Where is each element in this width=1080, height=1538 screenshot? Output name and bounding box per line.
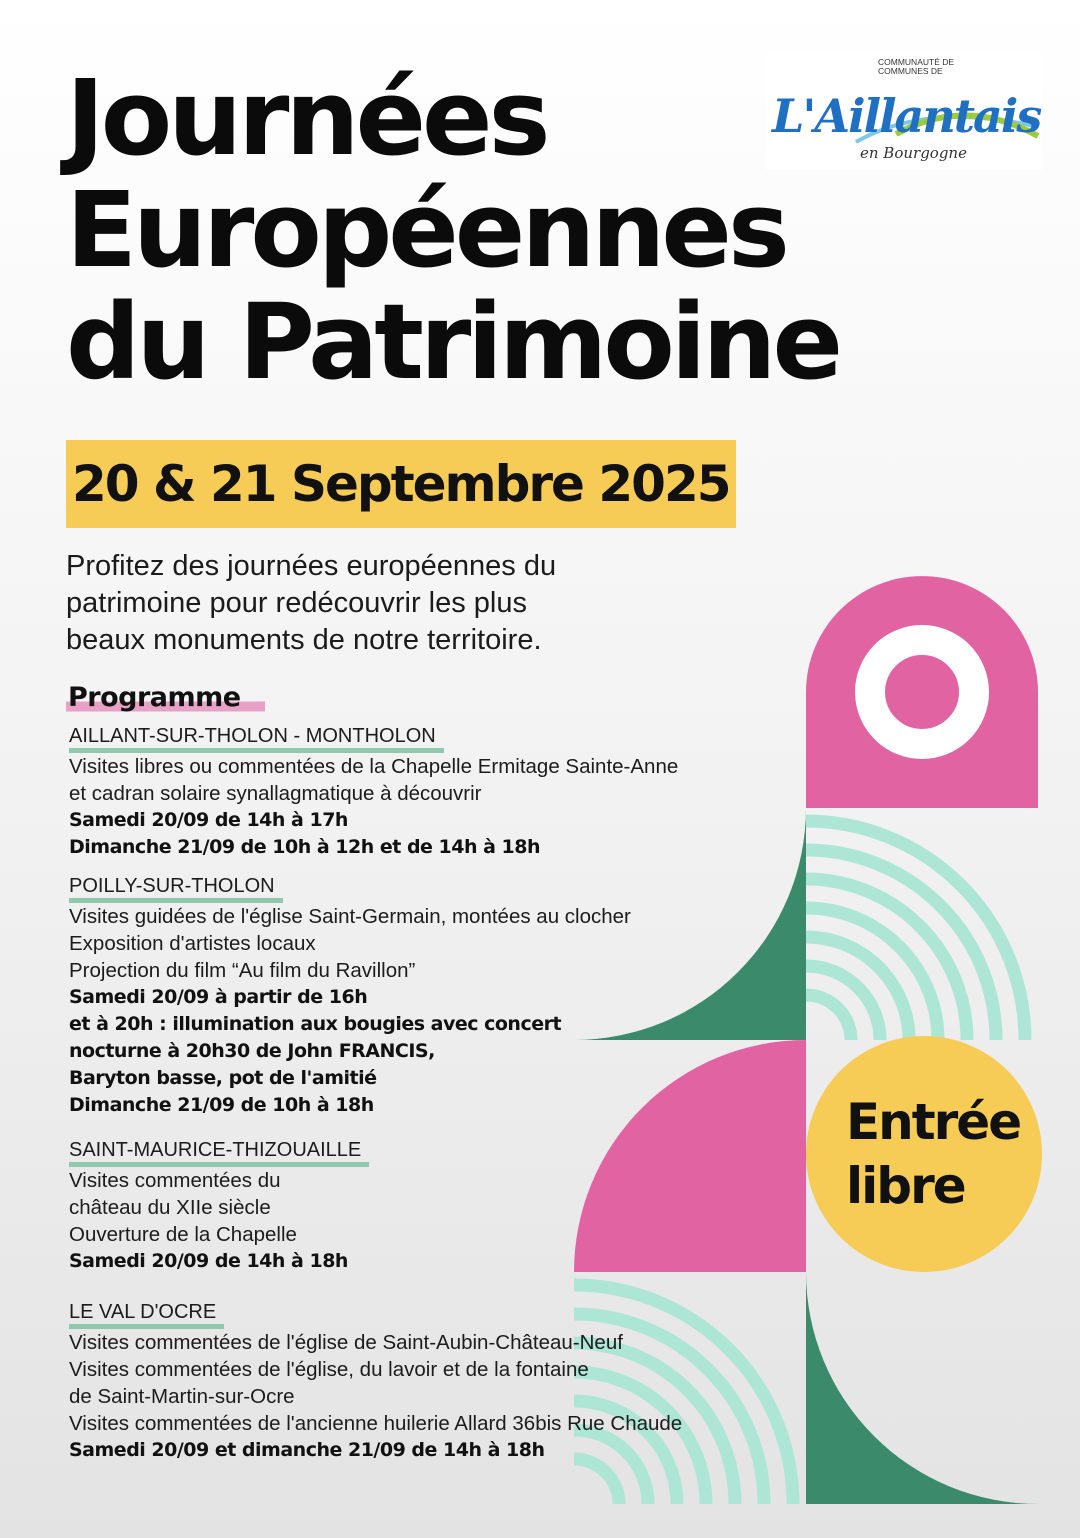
section-schedule: Dimanche 21/09 de 10h à 18h <box>69 1094 374 1116</box>
programme-section-val-docre <box>69 1300 769 1464</box>
section-schedule: et à 20h : illumination aux bougies avec concert <box>69 1013 562 1035</box>
section-line: Visites libres ou commentées de la Chapelle Ermitage Sainte-Anne <box>69 755 679 778</box>
page-title <box>66 57 839 403</box>
section-schedule: Baryton basse, pot de l'amitié <box>69 1067 377 1089</box>
section-schedule: Samedi 20/09 à partir de 16h <box>69 986 368 1008</box>
section-location: LE VAL D'OCRE <box>69 1300 224 1329</box>
title-line-2: Européennes <box>66 169 786 291</box>
section-line: et cadran solaire synallagmatique à découvrir <box>69 782 482 805</box>
section-schedule: Samedi 20/09 de 14h à 17h <box>69 809 348 831</box>
intro-line-3: beaux monuments de notre territoire. <box>66 624 542 656</box>
section-line: Visites commentées de l'église de Saint-Aubin-Château-Neuf <box>69 1331 623 1354</box>
programme-section-saint-maurice <box>69 1138 769 1275</box>
section-location: SAINT-MAURICE-THIZOUAILLE <box>69 1138 369 1167</box>
section-location: POILLY-SUR-THOLON <box>69 874 283 903</box>
badge-line-2: libre <box>846 1157 965 1215</box>
green-wedge-lower <box>806 1272 1038 1504</box>
logo-top-line1: COMMUNAUTÉ DE <box>878 57 955 67</box>
section-line: Projection du film “Au film du Ravillon” <box>69 959 416 982</box>
title-line-1: Journées <box>66 57 547 179</box>
intro-line-2: patrimoine pour redécouvrir les plus <box>66 587 527 619</box>
section-line: Visites commentées de l'ancienne huilerie Allard 36bis Rue Chaude <box>69 1412 683 1435</box>
section-line: Exposition d'artistes locaux <box>69 932 316 955</box>
section-schedule: Dimanche 21/09 de 10h à 12h et de 14h à 18h <box>69 836 541 858</box>
programme-heading: Programme <box>66 680 265 716</box>
intro-text <box>66 548 656 659</box>
section-location: AILLANT-SUR-THOLON - MONTHOLON <box>69 724 444 753</box>
badge-line-1: Entrée <box>846 1093 1021 1151</box>
section-schedule: Samedi 20/09 de 14h à 18h <box>69 1250 348 1272</box>
mint-arcs-upper <box>806 821 1025 1040</box>
section-schedule: Samedi 20/09 et dimanche 21/09 de 14h à 18h <box>69 1439 545 1461</box>
programme-section-poilly <box>69 874 769 1119</box>
section-line: château du XIIe siècle <box>69 1196 271 1219</box>
logo-subtitle: en Bourgogne <box>860 144 967 162</box>
section-line: de Saint-Martin-sur-Ocre <box>69 1385 295 1408</box>
date-banner: 20 & 21 Septembre 2025 <box>66 440 736 528</box>
logo-name: L'Aillantais <box>772 89 1041 143</box>
section-line: Ouverture de la Chapelle <box>69 1223 297 1246</box>
section-line: Visites commentées de l'église, du lavoir et de la fontaine <box>69 1358 589 1381</box>
section-line: Visites commentées du <box>69 1169 281 1192</box>
section-schedule: nocturne à 20h30 de John FRANCIS, <box>69 1040 435 1062</box>
title-line-3: du Patrimoine <box>66 281 839 403</box>
intro-line-1: Profitez des journées européennes du <box>66 550 557 582</box>
programme-section-aillant <box>69 724 769 861</box>
logo-top-line2: COMMUNES DE <box>878 66 943 76</box>
free-entry-badge <box>806 1036 1042 1272</box>
pink-arch-shape <box>806 576 1038 808</box>
section-line: Visites guidées de l'église Saint-Germain, montées au clocher <box>69 905 631 928</box>
